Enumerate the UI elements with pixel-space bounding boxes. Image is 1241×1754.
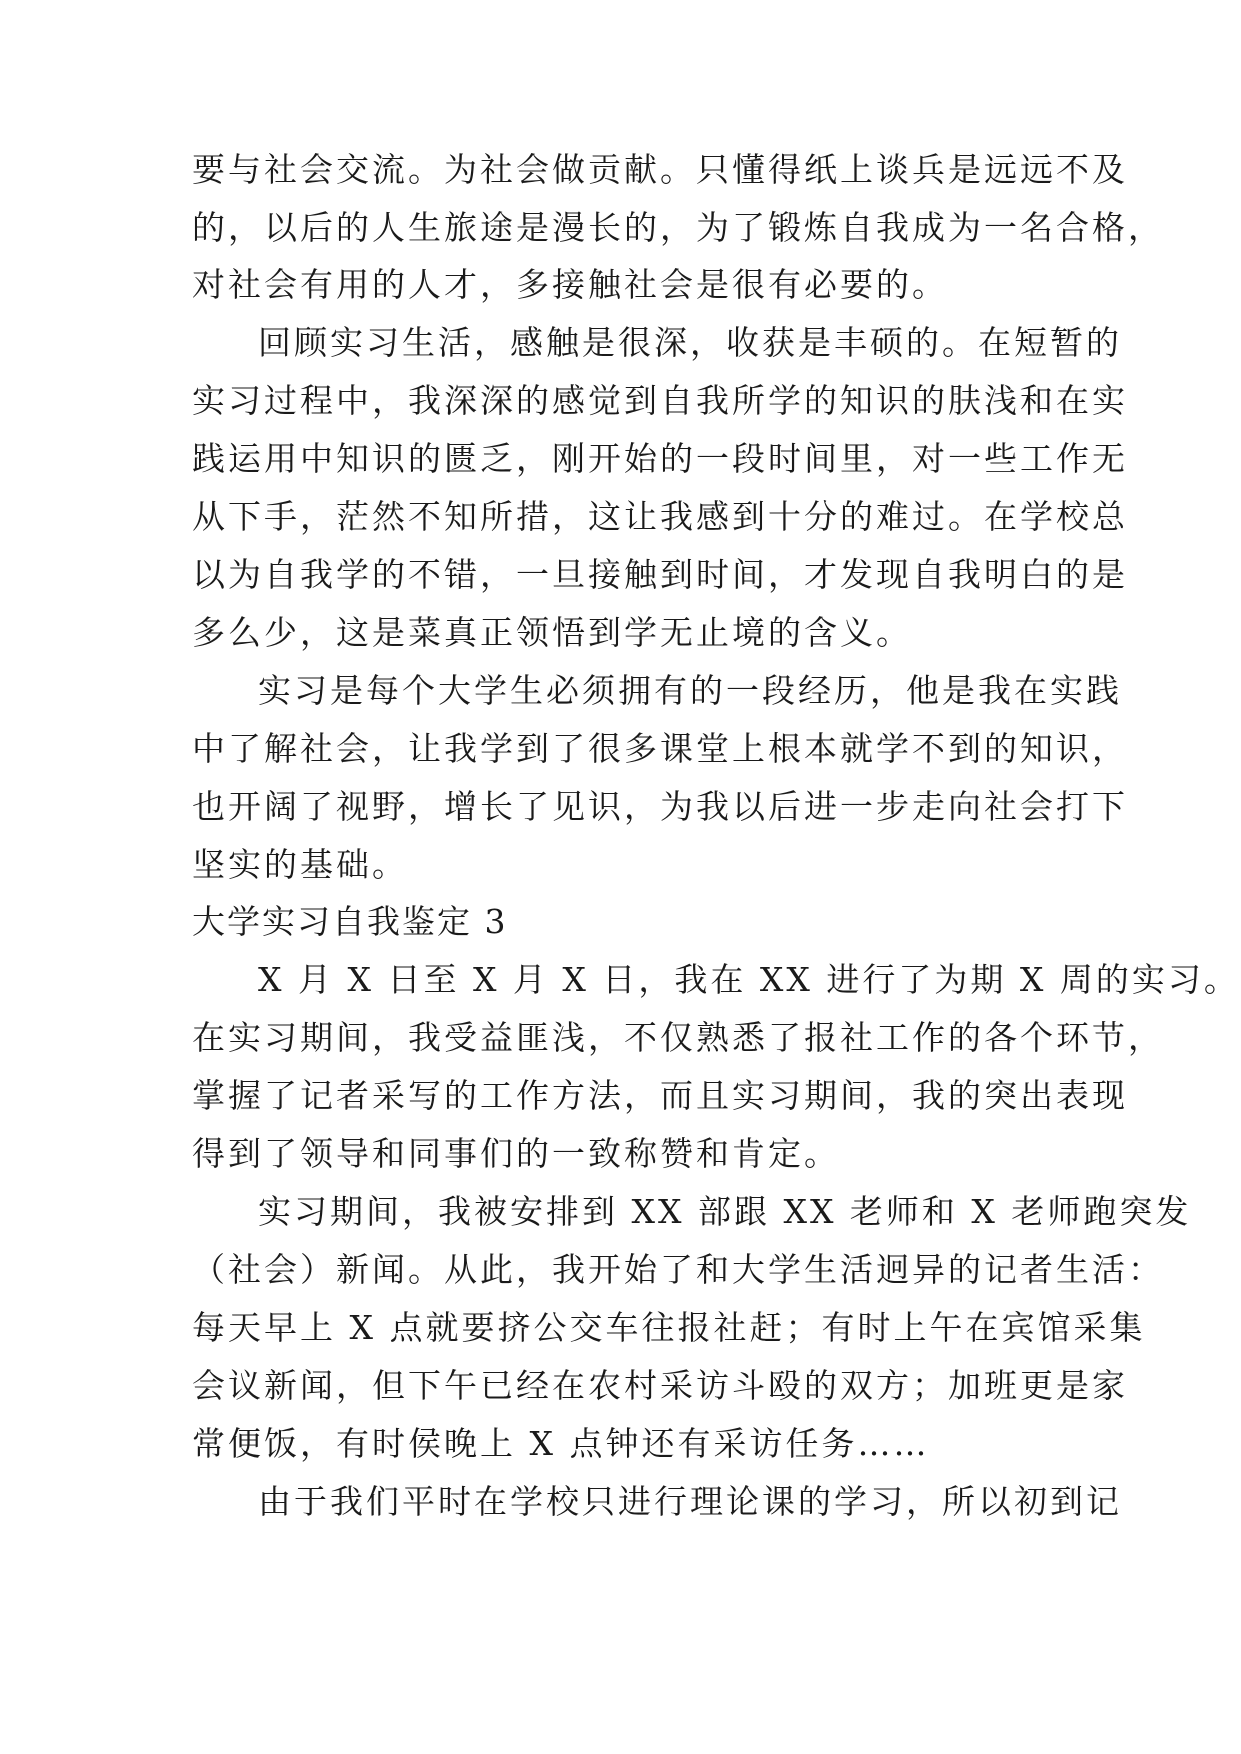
text-line: 每天早上 X 点就要挤公交车往报社赶；有时上午在宾馆采集 — [192, 1308, 1146, 1347]
paragraph-first-line: 实习期间，我被安排到 XX 部跟 XX 老师和 X 老师跑突发 — [258, 1192, 1192, 1231]
text-line: 坚实的基础。 — [192, 845, 408, 884]
text-line: （社会）新闻。从此，我开始了和大学生活迥异的记者生活： — [192, 1250, 1164, 1289]
text-line: 践运用中知识的匮乏，刚开始的一段时间里，对一些工作无 — [192, 439, 1128, 478]
text-line: 也开阔了视野，增长了见识，为我以后进一步走向社会打下 — [192, 787, 1128, 826]
section-heading: 大学实习自我鉴定 3 — [192, 902, 508, 941]
text-line: 从下手，茫然不知所措，这让我感到十分的难过。在学校总 — [192, 497, 1128, 536]
text-line: 多么少，这是菜真正领悟到学无止境的含义。 — [192, 613, 912, 652]
text-line: 以为自我学的不错，一旦接触到时间，才发现自我明白的是 — [192, 555, 1128, 594]
text-line: 常便饭，有时侯晚上 X 点钟还有采访任务…… — [192, 1424, 930, 1463]
text-line: 实习过程中，我深深的感觉到自我所学的知识的肤浅和在实 — [192, 381, 1128, 420]
paragraph-first-line: X 月 X 日至 X 月 X 日，我在 XX 进行了为期 X 周的实习。 — [258, 960, 1240, 999]
paragraph-first-line: 由于我们平时在学校只进行理论课的学习，所以初到记 — [258, 1482, 1122, 1521]
paragraph-first-line: 回顾实习生活，感触是很深，收获是丰硕的。在短暂的 — [258, 323, 1122, 362]
text-line: 掌握了记者采写的工作方法，而且实习期间，我的突出表现 — [192, 1076, 1128, 1115]
text-line: 对社会有用的人才，多接触社会是很有必要的。 — [192, 265, 948, 304]
text-line: 中了解社会，让我学到了很多课堂上根本就学不到的知识， — [192, 729, 1128, 768]
text-line: 的，以后的人生旅途是漫长的，为了锻炼自我成为一名合格， — [192, 208, 1164, 247]
paragraph-first-line: 实习是每个大学生必须拥有的一段经历，他是我在实践 — [258, 671, 1122, 710]
text-line: 得到了领导和同事们的一致称赞和肯定。 — [192, 1134, 840, 1173]
text-line: 会议新闻，但下午已经在农村采访斗殴的双方；加班更是家 — [192, 1366, 1128, 1405]
text-line: 要与社会交流。为社会做贡献。只懂得纸上谈兵是远远不及 — [192, 150, 1128, 189]
text-line: 在实习期间，我受益匪浅，不仅熟悉了报社工作的各个环节， — [192, 1018, 1164, 1057]
